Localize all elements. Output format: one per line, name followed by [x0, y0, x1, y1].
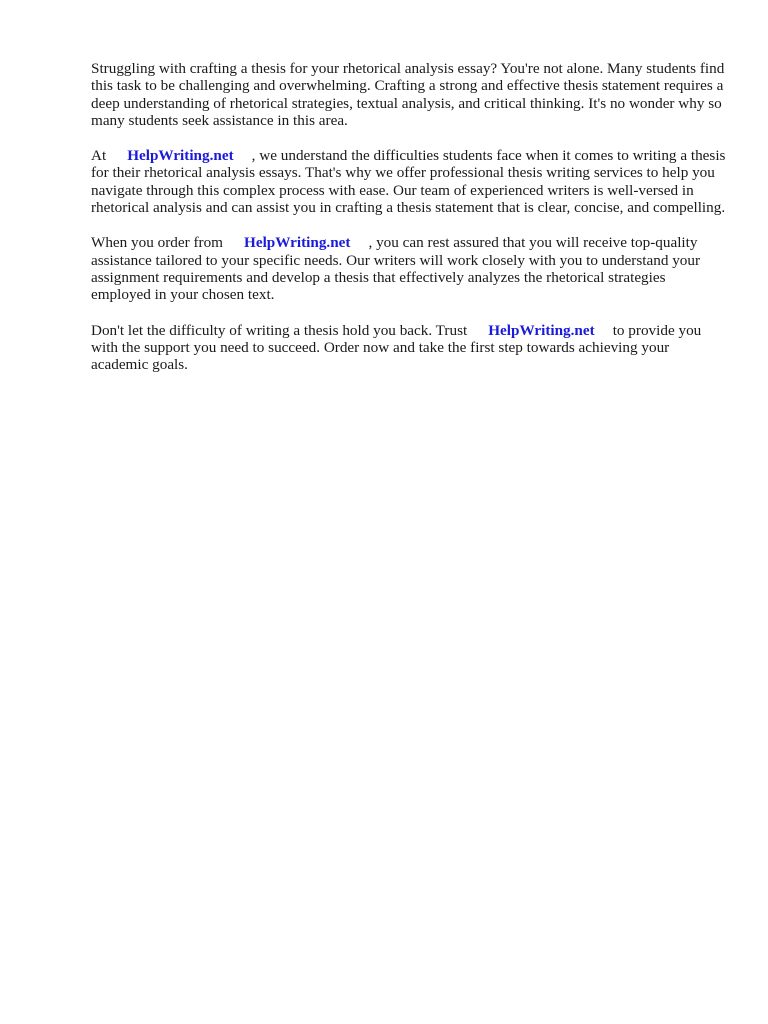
paragraph-intro [91, 60, 727, 129]
paragraph-about-lead: At [91, 147, 107, 165]
paragraph-order-lead: When you order from [91, 234, 224, 252]
paragraph-order-text: , you can rest assured that you will receive top-quality assistance tailored to your specific needs. Our writers will work closely with you to understand your assignment requirements and develop a thesis that effectively analyzes the rhetorical strategies employed in your chosen text. [91, 234, 701, 304]
helpwriting-link-2[interactable]: HelpWriting.net [244, 234, 351, 252]
paragraph-closing-lead: Don't let the difficulty of writing a thesis hold you back. Trust [91, 321, 468, 339]
helpwriting-link-1[interactable]: HelpWriting.net [127, 147, 234, 165]
document-body [91, 60, 727, 391]
paragraph-order [91, 234, 727, 303]
paragraph-about [91, 147, 727, 216]
paragraph-about-text: , we understand the difficulties students face when it comes to writing a thesis for their rhetorical analysis essays. That's why we offer professional thesis writing services to help you navigate through this complex process with ease. Our team of experienced writers is well-versed in rhetorical analysis and can assist you in crafting a thesis statement that is clear, concise, and compelling. [91, 147, 726, 217]
helpwriting-link-3[interactable]: HelpWriting.net [488, 321, 595, 339]
paragraph-intro-text: Struggling with crafting a thesis for your rhetorical analysis essay? You're not alone. Many students find this task to be challenging and overwhelming. Crafting a strong and effective thesis statement requires a deep understanding of rhetorical strategies, textual analysis, and critical thinking. It's no wonder why so many students seek assistance in this area. [91, 60, 725, 129]
paragraph-closing-text: to provide you with the support you need to succeed. Order now and take the first step towards achieving your academic goals. [91, 321, 702, 374]
paragraph-closing [91, 322, 727, 374]
